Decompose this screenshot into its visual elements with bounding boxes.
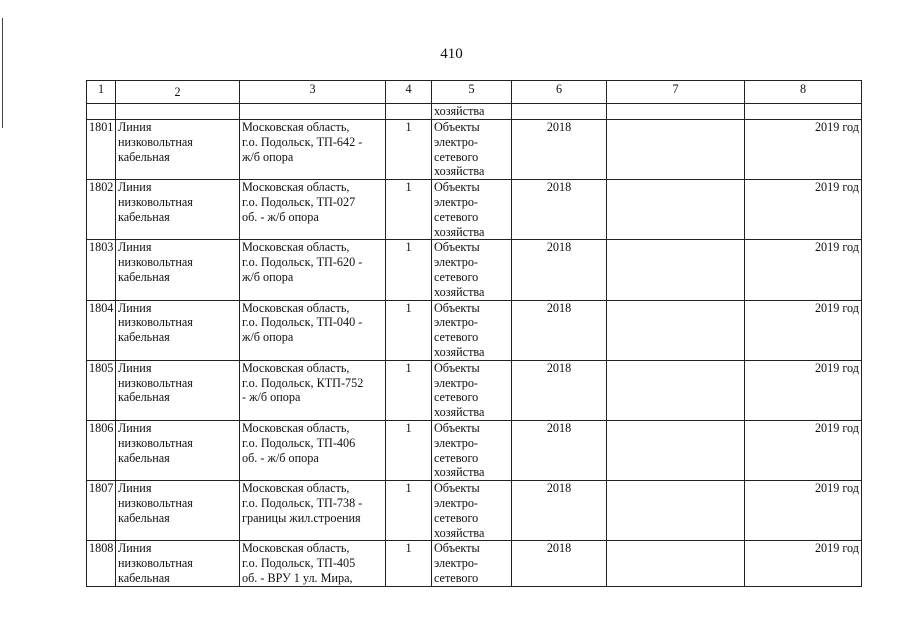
address-cell-line: Московская область, <box>242 300 350 315</box>
quantity-cell: 1 <box>386 180 432 240</box>
address-cell <box>240 420 386 480</box>
header-col-6: 6 <box>512 81 607 104</box>
category-cell-line: хозяйства <box>434 224 485 239</box>
object-name-cell-line: Линия <box>118 300 152 315</box>
address-cell-line: об. - ж/б опора <box>242 450 319 465</box>
category-cell-line: электро- <box>434 134 478 149</box>
object-name-cell-line: Линия <box>118 360 152 375</box>
object-name-cell-line: низковольтная <box>118 435 193 450</box>
object-name-cell-line: низковольтная <box>118 495 193 510</box>
header-col-7: 7 <box>607 81 745 104</box>
category-cell-line: сетевого <box>434 269 479 284</box>
plan-date-cell: 2019 год <box>745 240 862 300</box>
object-name-cell-line: низковольтная <box>118 315 193 330</box>
table-row <box>87 481 862 541</box>
object-name-cell-line: кабельная <box>118 450 170 465</box>
cont-cell-1 <box>87 104 116 120</box>
category-cell <box>432 180 512 240</box>
object-name-cell-line: низковольтная <box>118 556 193 571</box>
category-cell <box>432 240 512 300</box>
address-cell-line: Московская область, <box>242 481 350 496</box>
address-cell-line: ж/б опора <box>242 149 294 164</box>
category-cell <box>432 360 512 420</box>
address-cell-line: Московская область, <box>242 240 350 255</box>
address-cell-line: об. - ВРУ 1 ул. Мира, <box>242 570 353 585</box>
object-name-cell-line: низковольтная <box>118 255 193 270</box>
header-col-4: 4 <box>386 81 432 104</box>
cont-cell-2 <box>116 104 240 120</box>
year-cell: 2018 <box>512 541 607 586</box>
address-cell <box>240 360 386 420</box>
address-cell <box>240 300 386 360</box>
row-number-cell: 1806 <box>87 420 116 480</box>
category-cell-line: Объекты <box>434 541 480 556</box>
object-name-cell-line: кабельная <box>118 149 170 164</box>
object-name-cell <box>116 300 240 360</box>
quantity-cell: 1 <box>386 120 432 180</box>
address-cell <box>240 120 386 180</box>
table-row <box>87 300 862 360</box>
cont-cell-4 <box>386 104 432 120</box>
register-table <box>86 80 862 587</box>
table-row <box>87 240 862 300</box>
row-number-cell: 1805 <box>87 360 116 420</box>
object-name-cell-line: низковольтная <box>118 375 193 390</box>
column-7-cell <box>607 120 745 180</box>
plan-date-cell: 2019 год <box>745 541 862 586</box>
year-cell: 2018 <box>512 481 607 541</box>
address-cell-line: Московская область, <box>242 420 350 435</box>
address-cell-line: ж/б опора <box>242 330 294 345</box>
address-cell-line: г.о. Подольск, ТП-642 - <box>242 134 363 149</box>
object-name-cell <box>116 360 240 420</box>
object-name-cell-line: низковольтная <box>118 194 193 209</box>
column-7-cell <box>607 240 745 300</box>
column-7-cell <box>607 481 745 541</box>
header-row <box>87 81 862 104</box>
plan-date-cell: 2019 год <box>745 360 862 420</box>
category-cell <box>432 541 512 586</box>
category-cell <box>432 120 512 180</box>
category-cell-line: сетевого <box>434 330 479 345</box>
object-name-cell <box>116 180 240 240</box>
category-cell-line: хозяйства <box>434 164 485 179</box>
category-cell-line: сетевого <box>434 149 479 164</box>
object-name-cell <box>116 541 240 586</box>
cont-cell-3 <box>240 104 386 120</box>
column-7-cell <box>607 300 745 360</box>
category-cell-line: сетевого <box>434 450 479 465</box>
address-cell-line: об. - ж/б опора <box>242 209 319 224</box>
quantity-cell: 1 <box>386 300 432 360</box>
category-cell-line: хозяйства <box>434 284 485 299</box>
cont-cell-6 <box>512 104 607 120</box>
address-cell-line: Московская область, <box>242 120 350 134</box>
category-cell-line: хозяйства <box>434 344 485 359</box>
object-name-cell <box>116 420 240 480</box>
address-cell-line: Московская область, <box>242 180 350 195</box>
category-cell-line: сетевого <box>434 570 479 585</box>
row-number-cell: 1808 <box>87 541 116 586</box>
category-cell-line: электро- <box>434 375 478 390</box>
category-cell-line: электро- <box>434 556 478 571</box>
scan-edge-mark <box>2 18 3 128</box>
category-cell-line: электро- <box>434 255 478 270</box>
quantity-cell: 1 <box>386 541 432 586</box>
quantity-cell: 1 <box>386 420 432 480</box>
category-cell-line: электро- <box>434 435 478 450</box>
category-cell <box>432 420 512 480</box>
quantity-cell: 1 <box>386 481 432 541</box>
quantity-cell: 1 <box>386 240 432 300</box>
page-number: 410 <box>440 46 463 62</box>
plan-date-cell: 2019 год <box>745 420 862 480</box>
address-cell <box>240 180 386 240</box>
year-cell: 2018 <box>512 180 607 240</box>
year-cell: 2018 <box>512 300 607 360</box>
address-cell-line: Московская область, <box>242 360 350 375</box>
address-cell-line: г.о. Подольск, КТП-752 <box>242 375 364 390</box>
cont-cell-8 <box>745 104 862 120</box>
category-cell-line: Объекты <box>434 240 480 255</box>
object-name-cell <box>116 240 240 300</box>
continuation-row <box>87 104 862 120</box>
object-name-cell <box>116 481 240 541</box>
table-row <box>87 180 862 240</box>
category-cell-line: Объекты <box>434 120 480 134</box>
cont-cell-category: хозяйства <box>432 104 512 120</box>
address-cell-line: г.о. Подольск, ТП-405 <box>242 556 356 571</box>
column-7-cell <box>607 180 745 240</box>
object-name-cell-line: кабельная <box>118 510 170 525</box>
object-name-cell-line: Линия <box>118 481 152 496</box>
header-col-8: 8 <box>745 81 862 104</box>
row-number-cell: 1807 <box>87 481 116 541</box>
header-col-1: 1 <box>87 81 116 104</box>
row-number-cell: 1804 <box>87 300 116 360</box>
object-name-cell-line: кабельная <box>118 570 170 585</box>
object-name-cell-line: кабельная <box>118 390 170 405</box>
cont-cell-7 <box>607 104 745 120</box>
year-cell: 2018 <box>512 360 607 420</box>
object-name-cell-line: кабельная <box>118 330 170 345</box>
column-7-cell <box>607 420 745 480</box>
address-cell-line: г.о. Подольск, ТП-040 - <box>242 315 363 330</box>
column-7-cell <box>607 541 745 586</box>
column-7-cell <box>607 360 745 420</box>
header-col-5: 5 <box>432 81 512 104</box>
object-name-cell-line: кабельная <box>118 209 170 224</box>
address-cell-line: г.о. Подольск, ТП-027 <box>242 194 356 209</box>
row-number-cell: 1802 <box>87 180 116 240</box>
category-cell-line: сетевого <box>434 209 479 224</box>
table-row <box>87 120 862 180</box>
category-cell-line: сетевого <box>434 510 479 525</box>
year-cell: 2018 <box>512 420 607 480</box>
category-cell-line: Объекты <box>434 420 480 435</box>
plan-date-cell: 2019 год <box>745 300 862 360</box>
object-name-cell-line: Линия <box>118 120 152 134</box>
category-cell-line: сетевого <box>434 390 479 405</box>
category-cell-line: Объекты <box>434 180 480 195</box>
address-cell <box>240 240 386 300</box>
object-name-cell-line: Линия <box>118 541 152 556</box>
quantity-cell: 1 <box>386 360 432 420</box>
category-cell-line: Объекты <box>434 300 480 315</box>
address-cell-line: г.о. Подольск, ТП-738 - <box>242 495 363 510</box>
address-cell <box>240 481 386 541</box>
header-col-2: 2 <box>116 81 240 104</box>
row-number-cell: 1803 <box>87 240 116 300</box>
address-cell-line: Московская область, <box>242 541 350 556</box>
object-name-cell-line: Линия <box>118 180 152 195</box>
header-col-3: 3 <box>240 81 386 104</box>
object-name-cell <box>116 120 240 180</box>
category-cell-line: хозяйства <box>434 465 485 480</box>
category-cell <box>432 300 512 360</box>
category-cell-line: Объекты <box>434 481 480 496</box>
plan-date-cell: 2019 год <box>745 120 862 180</box>
category-cell-line: электро- <box>434 194 478 209</box>
category-cell-line: Объекты <box>434 360 480 375</box>
address-cell-line: - ж/б опора <box>242 390 301 405</box>
table-row <box>87 360 862 420</box>
address-cell-line: г.о. Подольск, ТП-620 - <box>242 255 363 270</box>
object-name-cell-line: Линия <box>118 420 152 435</box>
address-cell-line: г.о. Подольск, ТП-406 <box>242 435 356 450</box>
object-name-cell-line: кабельная <box>118 269 170 284</box>
category-cell-line: хозяйства <box>434 405 485 420</box>
plan-date-cell: 2019 год <box>745 180 862 240</box>
table-row <box>87 420 862 480</box>
address-cell-line: границы жил.строения <box>242 510 361 525</box>
year-cell: 2018 <box>512 120 607 180</box>
plan-date-cell: 2019 год <box>745 481 862 541</box>
object-name-cell-line: Линия <box>118 240 152 255</box>
object-name-cell-line: низковольтная <box>118 134 193 149</box>
address-cell <box>240 541 386 586</box>
address-cell-line: ж/б опора <box>242 269 294 284</box>
table-row <box>87 541 862 586</box>
category-cell-line: электро- <box>434 315 478 330</box>
category-cell <box>432 481 512 541</box>
category-cell-line: хозяйства <box>434 525 485 540</box>
category-cell-line: электро- <box>434 495 478 510</box>
row-number-cell: 1801 <box>87 120 116 180</box>
year-cell: 2018 <box>512 240 607 300</box>
